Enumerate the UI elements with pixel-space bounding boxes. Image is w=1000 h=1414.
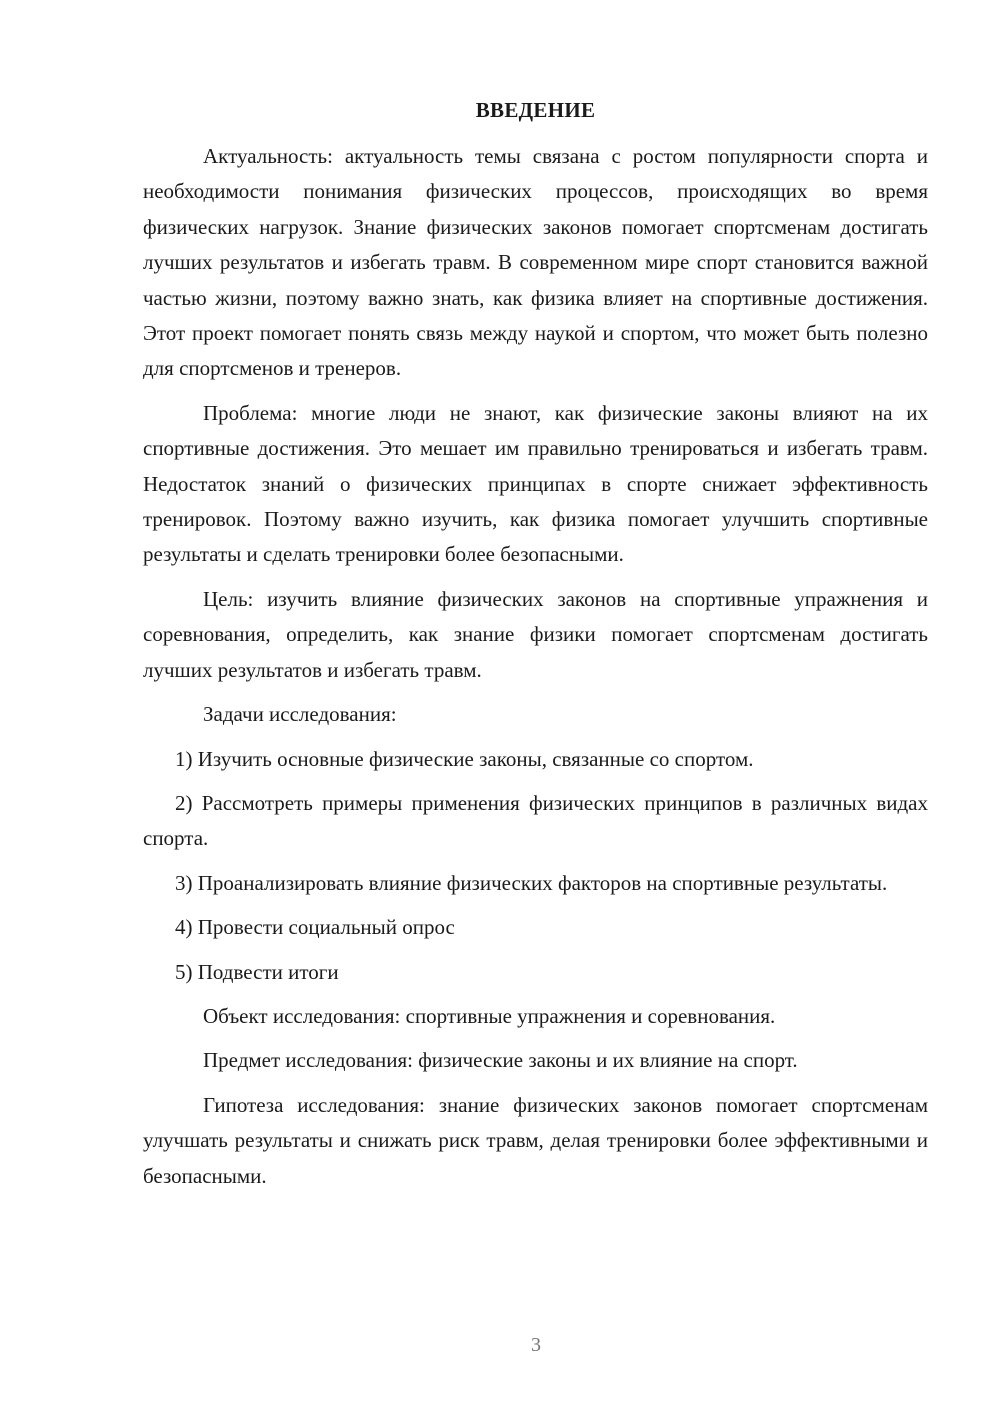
paragraph-subject: Предмет исследования: физические законы и их влияние на спорт. xyxy=(203,1048,798,1073)
paragraph-object: Объект исследования: спортивные упражнения и соревнования. xyxy=(203,1003,776,1028)
task-item-2: 2) Рассмотреть примеры применения физических принципов в различных видах спорта. xyxy=(143,790,928,851)
task-item-5: 5) Подвести итоги xyxy=(175,959,339,984)
page-number: 3 xyxy=(531,1334,541,1356)
task-item-4: 4) Провести социальный опрос xyxy=(175,915,455,940)
section-title: ВВЕДЕНИЕ xyxy=(475,98,596,122)
paragraph-goal: Цель: изучить влияние физических законов на спортивные упражнения и соревнования, определить, как знание физики помогает спортсменам достигать лучших результатов и избегать травм. xyxy=(143,586,928,682)
paragraph-problem: Проблема: многие люди не знают, как физические законы влияют на их спортивные достижения. Это мешает им правильно тренироваться и избегать травм. Недостаток знаний о физических принципах в спорте снижает эффективность тренировок. Поэтому важно изучить, как физика помогает улучшить спортивные результаты и сделать тренировки более безопасными. xyxy=(143,400,928,567)
tasks-heading: Задачи исследования: xyxy=(203,702,397,727)
task-item-3: 3) Проанализировать влияние физических факторов на спортивные результаты. xyxy=(175,870,888,895)
paragraph-relevance: Актуальность: актуальность темы связана с ростом популярности спорта и необходимости понимания физических процессов, происходящих во время физических нагрузок. Знание физических законов помогает спортсменам достигать лучших результатов и избегать травм. В современном мире спорт становится важной частью жизни, поэтому важно знать, как физика влияет на спортивные достижения. Этот проект помогает понять связь между наукой и спортом, что может быть полезно для спортсменов и тренеров. xyxy=(143,144,928,381)
paragraph-hypothesis: Гипотеза исследования: знание физических законов помогает спортсменам улучшать результаты и снижать риск травм, делая тренировки более эффективными и безопасными. xyxy=(143,1092,928,1188)
task-item-1: 1) Изучить основные физические законы, связанные со спортом. xyxy=(175,746,754,771)
document-page xyxy=(143,96,928,1194)
